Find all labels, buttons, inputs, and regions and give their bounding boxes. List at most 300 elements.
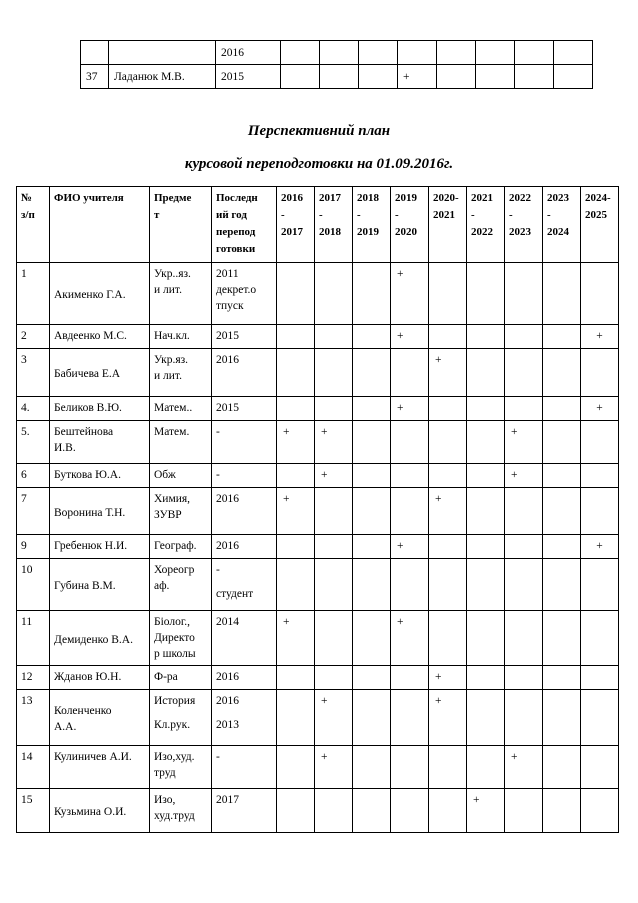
header-year-line: 2023: [509, 226, 531, 238]
cell-subject: [150, 488, 212, 535]
cell-subject: [150, 421, 212, 464]
header-no: [17, 187, 50, 263]
last-training-line: [216, 709, 272, 717]
cell-subject: [150, 325, 212, 349]
header-year-line: 2017: [281, 226, 303, 238]
header-year-line: 2021: [433, 209, 455, 221]
cell-subject: [150, 559, 212, 611]
cell-teacher-name: [50, 263, 150, 325]
cell-plan-mark: [505, 488, 543, 535]
last-training-line: -: [216, 564, 220, 576]
cell-plan-mark: [429, 421, 467, 464]
cell-plan-mark: [277, 397, 315, 421]
header-year-line: 2024: [547, 226, 569, 238]
cell-plan-mark: +: [391, 535, 429, 559]
header-year-line: 2023: [547, 192, 569, 204]
cell-plan-mark: +: [391, 611, 429, 666]
cell-mark: [515, 65, 554, 89]
subject-line: Географ.: [154, 540, 197, 552]
cell-plan-mark: [581, 789, 619, 833]
cell-plan-mark: [467, 666, 505, 690]
header-year-line: 2017: [319, 192, 341, 204]
cell-no: 5.: [17, 421, 50, 464]
cell-plan-mark: [353, 746, 391, 789]
teacher-name-line: Авдеенко М.С.: [54, 330, 127, 342]
cell-plan-mark: +: [429, 349, 467, 397]
cell-plan-mark: [429, 611, 467, 666]
cell-plan-mark: [353, 464, 391, 488]
cell-plan-mark: [581, 464, 619, 488]
header-subject-line: т: [154, 209, 160, 221]
cell-plan-mark: [543, 559, 581, 611]
cell-plan-mark: +: [581, 397, 619, 421]
cell-plan-mark: +: [505, 746, 543, 789]
cell-subject: [150, 263, 212, 325]
cell-plan-mark: +: [429, 488, 467, 535]
training-plan-table: [16, 186, 619, 833]
subject-line: и лит.: [154, 284, 182, 296]
last-training-line: 2015: [216, 402, 239, 414]
header-year: [467, 187, 505, 263]
cell-plan-mark: [467, 559, 505, 611]
cell-no: 12: [17, 666, 50, 690]
cell-plan-mark: [277, 325, 315, 349]
cell-plan-mark: +: [277, 488, 315, 535]
cell-no: 2: [17, 325, 50, 349]
cell-plan-mark: +: [315, 421, 353, 464]
table-row: [17, 464, 619, 488]
cell-plan-mark: [391, 690, 429, 746]
cell-plan-mark: [429, 397, 467, 421]
cell-no: 10: [17, 559, 50, 611]
table-row: [17, 397, 619, 421]
subject-line: Директо: [154, 632, 195, 644]
cell-plan-mark: +: [391, 397, 429, 421]
cell-plan-mark: [353, 535, 391, 559]
subject-line: труд: [154, 767, 176, 779]
cell-last-training: [212, 349, 277, 397]
cell-plan-mark: [315, 666, 353, 690]
cell-subject: [150, 746, 212, 789]
cell-plan-mark: [391, 464, 429, 488]
last-training-line: -: [216, 751, 220, 763]
header-year: [391, 187, 429, 263]
subject-line: Изо,худ.: [154, 751, 195, 763]
cell-plan-mark: [543, 690, 581, 746]
cell-plan-mark: +: [505, 464, 543, 488]
last-training-line: 2013: [216, 719, 239, 731]
header-last-line: перепод: [216, 226, 256, 238]
cell-plan-mark: +: [581, 325, 619, 349]
cell-plan-mark: +: [315, 690, 353, 746]
cell-plan-mark: [505, 690, 543, 746]
header-year-line: 2018: [357, 192, 379, 204]
last-training-line: [216, 578, 272, 586]
cell-no: 14: [17, 746, 50, 789]
cell-plan-mark: +: [581, 535, 619, 559]
subject-line: Ф-ра: [154, 671, 178, 683]
cell-plan-mark: [467, 421, 505, 464]
cell-plan-mark: [467, 325, 505, 349]
cell-plan-mark: [353, 421, 391, 464]
cell-plan-mark: +: [315, 746, 353, 789]
cell-no: 4.: [17, 397, 50, 421]
cell-last-training: [212, 421, 277, 464]
cell-plan-mark: [353, 789, 391, 833]
last-training-line: 2016: [216, 671, 239, 683]
table-row: [17, 263, 619, 325]
subject-line: История: [154, 695, 196, 707]
cell-no: 15: [17, 789, 50, 833]
cell-no: 9: [17, 535, 50, 559]
cell-plan-mark: +: [505, 421, 543, 464]
last-training-line: -: [216, 469, 220, 481]
subject-line: р школы: [154, 648, 196, 660]
cell-plan-mark: [543, 789, 581, 833]
subject-line: Біолог.,: [154, 616, 191, 628]
cell-last-training: [212, 559, 277, 611]
header-year-line: 2022: [471, 226, 493, 238]
cell-plan-mark: [543, 746, 581, 789]
last-training-line: 2016: [216, 695, 239, 707]
cell-plan-mark: [543, 611, 581, 666]
cell-plan-mark: [277, 690, 315, 746]
cell-mark: [476, 41, 515, 65]
cell-plan-mark: [429, 464, 467, 488]
cell-mark: [320, 41, 359, 65]
cell-last-training: [212, 397, 277, 421]
teacher-name-line: Бештейнова: [54, 426, 114, 438]
cell-plan-mark: [391, 559, 429, 611]
teacher-name-line: Бабичева Е.А: [54, 368, 121, 380]
cell-teacher-name: [50, 666, 150, 690]
table-row: [17, 325, 619, 349]
header-year-line: 2016: [281, 192, 303, 204]
cell-last-training: [212, 746, 277, 789]
teacher-name-line: Буткова Ю.А.: [54, 469, 121, 481]
subject-line: Матем..: [154, 402, 193, 414]
table-row: [17, 746, 619, 789]
header-year: [581, 187, 619, 263]
table-row: [17, 789, 619, 833]
cell-plan-mark: [543, 535, 581, 559]
cell-plan-mark: [429, 559, 467, 611]
cell-plan-mark: [581, 666, 619, 690]
cell-plan-mark: [581, 746, 619, 789]
cell-subject: [150, 464, 212, 488]
header-year-line: -: [547, 209, 551, 221]
cell-subject: [150, 397, 212, 421]
cell-mark: [437, 41, 476, 65]
cell-plan-mark: +: [391, 325, 429, 349]
cell-plan-mark: [505, 397, 543, 421]
cell-teacher-name: [50, 535, 150, 559]
cell-last-training: [212, 789, 277, 833]
cell-plan-mark: [581, 690, 619, 746]
teacher-name-line: Гребенюк Н.И.: [54, 540, 128, 552]
last-training-line: 2014: [216, 616, 239, 628]
cell-plan-mark: [429, 789, 467, 833]
cell-mark: [359, 65, 398, 89]
cell-last-training: [212, 464, 277, 488]
cell-plan-mark: [581, 421, 619, 464]
cell-plan-mark: [353, 349, 391, 397]
cell-plan-mark: [505, 535, 543, 559]
subject-line: худ.труд: [154, 810, 195, 822]
header-year-line: -: [319, 209, 323, 221]
header-year: [353, 187, 391, 263]
cell-plan-mark: [581, 263, 619, 325]
cell-plan-mark: [277, 559, 315, 611]
table-row: [17, 535, 619, 559]
header-year-line: -: [471, 209, 475, 221]
cell-plan-mark: [467, 746, 505, 789]
cell-plan-mark: [505, 789, 543, 833]
last-training-line: 2016: [216, 540, 239, 552]
document-title: Перспективний план: [247, 123, 391, 139]
header-year-line: -: [395, 209, 399, 221]
cell-no: 1: [17, 263, 50, 325]
teacher-name-line: Губина В.М.: [54, 580, 116, 592]
cell-plan-mark: [353, 611, 391, 666]
cell-plan-mark: +: [277, 611, 315, 666]
table-row: [17, 349, 619, 397]
cell-subject: [150, 349, 212, 397]
cell-mark: [398, 41, 437, 65]
subject-line: Укр.яз.: [154, 354, 189, 366]
cell-plan-mark: [581, 611, 619, 666]
teacher-name-line: Кузьмина О.И.: [54, 806, 127, 818]
header-last-line: Последн: [216, 192, 258, 204]
subject-line: Матем.: [154, 426, 190, 438]
last-training-line: 2011: [216, 268, 239, 280]
teacher-name-line: Кулиничев А.И.: [54, 751, 132, 763]
cell-plan-mark: [467, 690, 505, 746]
cell-teacher-name: [50, 690, 150, 746]
subject-line: Нач.кл.: [154, 330, 190, 342]
cell-plan-mark: +: [467, 789, 505, 833]
cell-no: 13: [17, 690, 50, 746]
header-no-line: №: [21, 192, 33, 204]
cell-plan-mark: [543, 325, 581, 349]
cell-plan-mark: [353, 397, 391, 421]
table-row: [81, 41, 593, 65]
header-last-training: [212, 187, 277, 263]
cell-teacher-name: [50, 349, 150, 397]
subject-line: Химия,: [154, 493, 191, 505]
last-training-line: 2015: [216, 330, 239, 342]
cell-no: 37: [81, 65, 109, 89]
cell-plan-mark: [391, 349, 429, 397]
cell-teacher-name: [50, 789, 150, 833]
cell-plan-mark: [505, 559, 543, 611]
last-training-line: 2016: [216, 354, 239, 366]
cell-last-training: [212, 690, 277, 746]
cell-plan-mark: [315, 325, 353, 349]
teacher-name-line: Акименко Г.А.: [54, 289, 126, 301]
cell-teacher-name: [50, 746, 150, 789]
last-training-line: 2017: [216, 794, 239, 806]
cell-year: 2015: [216, 65, 281, 89]
cell-teacher-name: [50, 559, 150, 611]
cell-plan-mark: [467, 349, 505, 397]
cell-plan-mark: +: [429, 690, 467, 746]
cell-plan-mark: [543, 464, 581, 488]
cell-plan-mark: [429, 263, 467, 325]
teacher-name-line: Беликов В.Ю.: [54, 402, 122, 414]
table-row: [17, 421, 619, 464]
cell-plan-mark: [505, 263, 543, 325]
header-year-line: 2019: [395, 192, 417, 204]
cell-teacher-name: [50, 611, 150, 666]
subject-line: Хореогр: [154, 564, 195, 576]
header-year-line: 2021: [471, 192, 493, 204]
teacher-name-line: Воронина Т.Н.: [54, 506, 126, 519]
cell-plan-mark: [391, 666, 429, 690]
cell-mark: [515, 41, 554, 65]
cell-subject: [150, 535, 212, 559]
cell-plan-mark: [353, 488, 391, 535]
previous-table-fragment: [80, 40, 593, 89]
cell-mark: [320, 65, 359, 89]
cell-plan-mark: [277, 789, 315, 833]
cell-name: Ладанюк М.В.: [109, 65, 216, 89]
cell-plan-mark: [505, 611, 543, 666]
cell-plan-mark: [315, 488, 353, 535]
cell-plan-mark: [277, 464, 315, 488]
cell-plan-mark: [505, 325, 543, 349]
cell-teacher-name: [50, 325, 150, 349]
cell-plan-mark: [505, 666, 543, 690]
table-row: [17, 559, 619, 611]
cell-plan-mark: [353, 690, 391, 746]
cell-plan-mark: [467, 611, 505, 666]
cell-plan-mark: +: [429, 666, 467, 690]
cell-mark: [554, 65, 593, 89]
subject-line: аф.: [154, 580, 170, 592]
cell-name: [109, 41, 216, 65]
cell-plan-mark: [505, 349, 543, 397]
last-training-line: тпуск: [216, 300, 244, 312]
cell-no: 3: [17, 349, 50, 397]
cell-plan-mark: [543, 666, 581, 690]
cell-mark: [359, 41, 398, 65]
cell-plan-mark: [353, 263, 391, 325]
teacher-name-line: Демиденко В.А.: [54, 633, 133, 646]
table-header-row: [17, 187, 619, 263]
cell-plan-mark: [315, 611, 353, 666]
cell-plan-mark: [353, 325, 391, 349]
cell-plan-mark: [277, 349, 315, 397]
cell-last-training: [212, 488, 277, 535]
table-row: [17, 611, 619, 666]
header-year: [315, 187, 353, 263]
cell-plan-mark: [391, 488, 429, 535]
cell-plan-mark: [581, 349, 619, 397]
cell-plan-mark: [391, 789, 429, 833]
cell-no: 11: [17, 611, 50, 666]
document-subtitle: курсовой переподготовки на 01.09.2016г.: [184, 156, 454, 172]
cell-teacher-name: [50, 464, 150, 488]
teacher-name-line: Коленченко: [54, 705, 112, 717]
last-training-line: -: [216, 426, 220, 438]
header-year-line: -: [281, 209, 285, 221]
cell-plan-mark: [315, 263, 353, 325]
cell-plan-mark: [391, 421, 429, 464]
cell-last-training: [212, 666, 277, 690]
cell-plan-mark: [315, 789, 353, 833]
teacher-name-line: А.А.: [54, 721, 77, 733]
cell-plan-mark: [391, 746, 429, 789]
cell-plan-mark: [467, 464, 505, 488]
cell-plan-mark: [353, 559, 391, 611]
cell-plan-mark: [429, 746, 467, 789]
cell-mark: [437, 65, 476, 89]
cell-mark: +: [398, 65, 437, 89]
cell-teacher-name: [50, 397, 150, 421]
cell-plan-mark: [315, 535, 353, 559]
last-training-line: студент: [216, 588, 254, 600]
cell-no: [81, 41, 109, 65]
header-subject-line: Предме: [154, 192, 192, 204]
subject-line: Укр..яз.: [154, 268, 191, 280]
cell-plan-mark: +: [277, 421, 315, 464]
header-year: [505, 187, 543, 263]
header-no-line: з/п: [21, 209, 35, 221]
cell-year: 2016: [216, 41, 281, 65]
cell-teacher-name: [50, 488, 150, 535]
subject-line: ЗУВР: [154, 509, 182, 521]
header-year: [543, 187, 581, 263]
cell-plan-mark: +: [391, 263, 429, 325]
subject-line: и лит.: [154, 370, 182, 382]
cell-subject: [150, 611, 212, 666]
cell-subject: [150, 789, 212, 833]
teacher-name-line: Жданов Ю.Н.: [54, 671, 122, 683]
subject-line: Изо,: [154, 794, 176, 806]
header-name: ФИО учителя: [50, 187, 150, 263]
header-year-line: 2018: [319, 226, 341, 238]
header-year-line: -: [357, 209, 361, 221]
cell-plan-mark: [277, 746, 315, 789]
table-row: [17, 666, 619, 690]
cell-plan-mark: [543, 421, 581, 464]
cell-teacher-name: [50, 421, 150, 464]
cell-plan-mark: [467, 488, 505, 535]
header-year-line: 2020-: [433, 192, 459, 204]
header-year: [277, 187, 315, 263]
table-row: [17, 690, 619, 746]
last-training-line: 2016: [216, 493, 239, 505]
header-last-line: ий год: [216, 209, 247, 221]
cell-plan-mark: [467, 263, 505, 325]
cell-plan-mark: [277, 263, 315, 325]
cell-mark: [476, 65, 515, 89]
cell-last-training: [212, 535, 277, 559]
cell-subject: [150, 690, 212, 746]
header-year-line: -: [509, 209, 513, 221]
cell-plan-mark: [353, 666, 391, 690]
cell-mark: [281, 41, 320, 65]
header-year-line: 2024-: [585, 192, 611, 204]
header-year-line: 2020: [395, 226, 417, 238]
cell-plan-mark: [315, 397, 353, 421]
header-year: [429, 187, 467, 263]
header-year-line: 2019: [357, 226, 379, 238]
cell-plan-mark: [429, 535, 467, 559]
header-year-line: 2022: [509, 192, 531, 204]
subject-line: Кл.рук.: [154, 719, 191, 731]
